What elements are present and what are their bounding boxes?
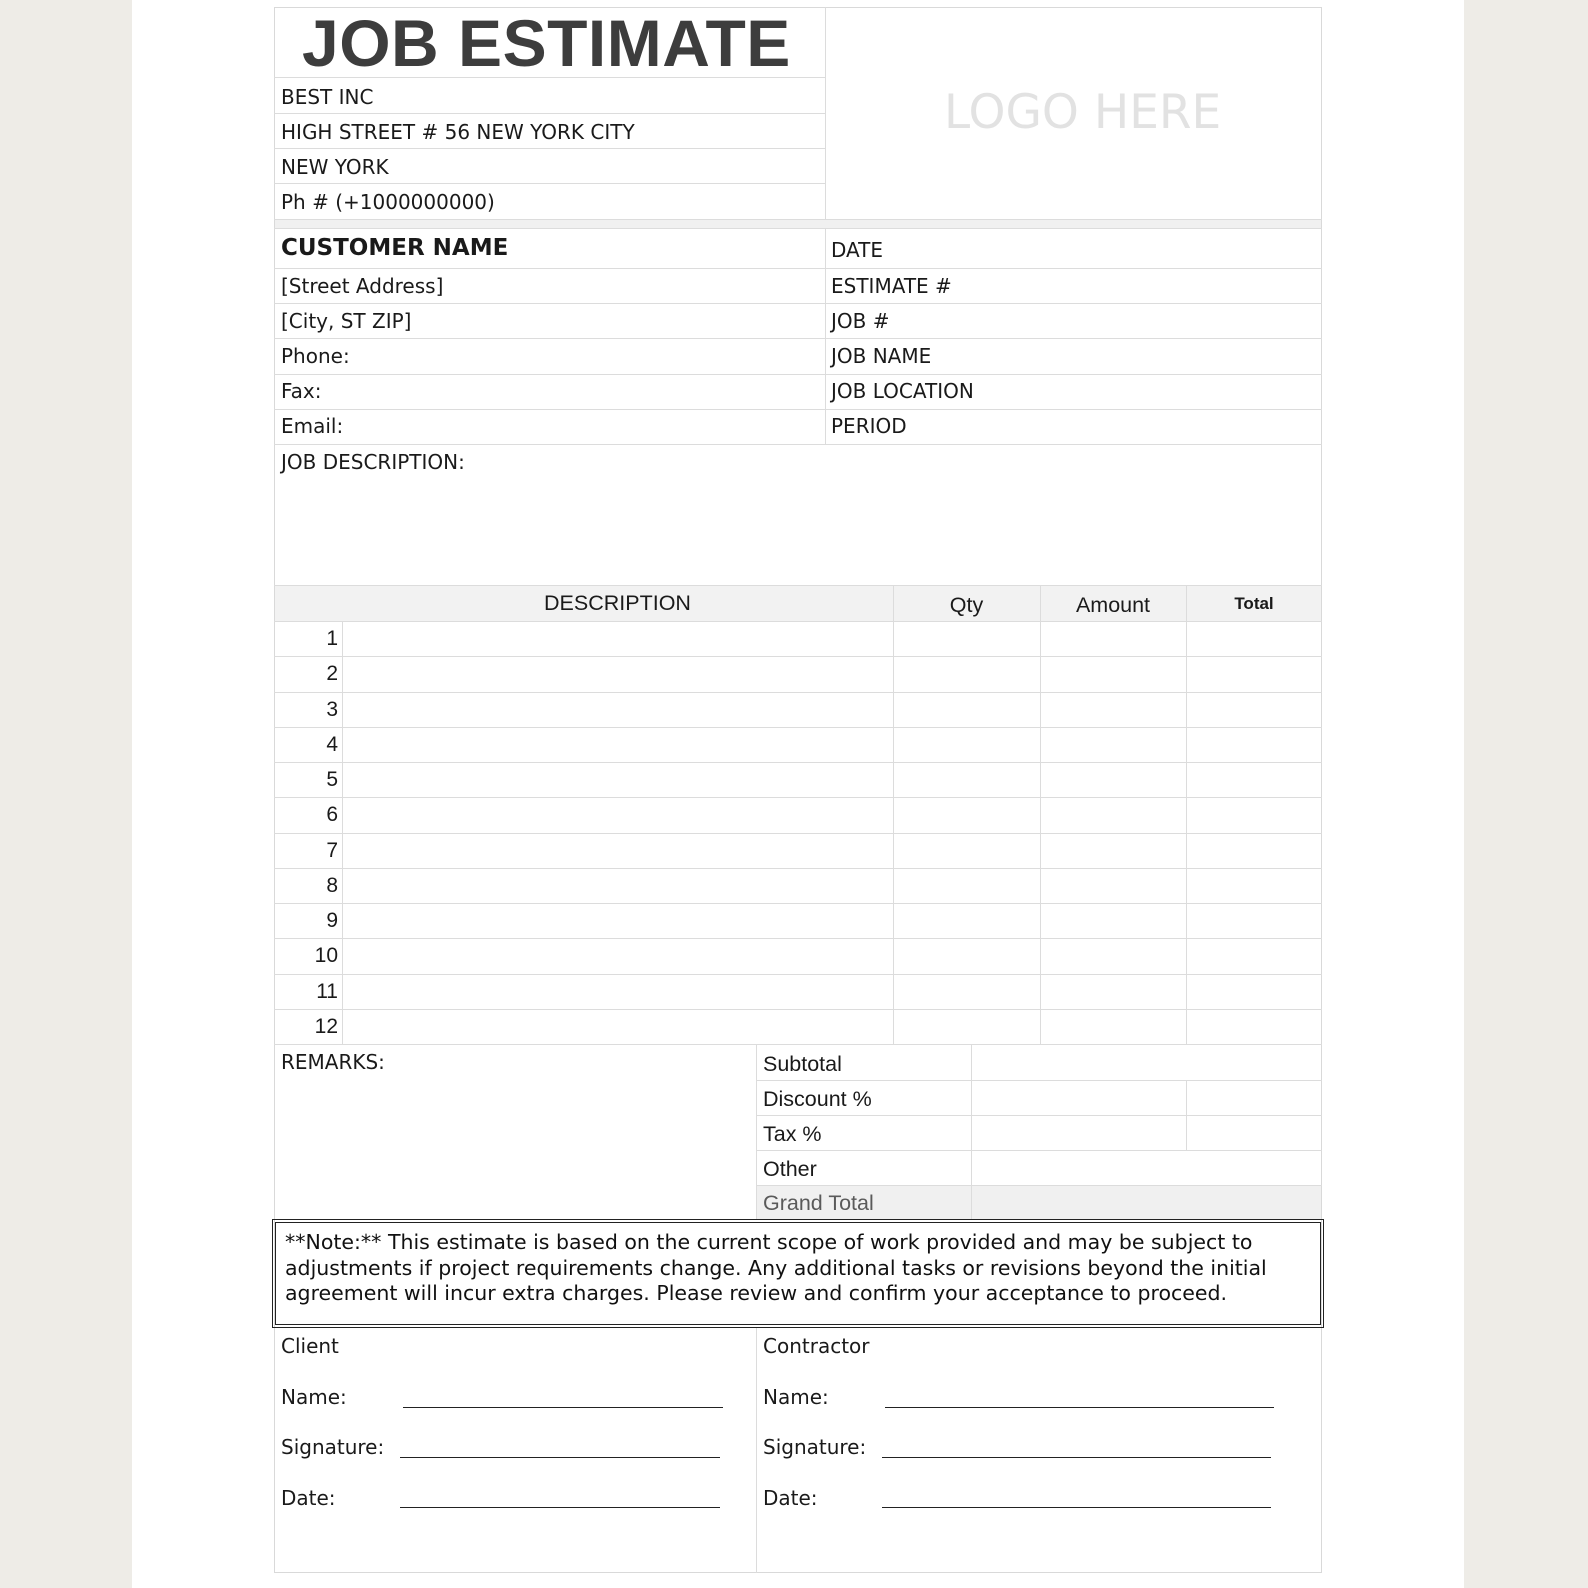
row-number: 5	[326, 768, 338, 791]
row-number: 1	[326, 627, 338, 650]
grid-line	[274, 374, 1322, 375]
contractor-date-label: Date:	[763, 1486, 818, 1510]
remarks-divider	[756, 1044, 757, 1220]
grid-line	[274, 409, 1322, 410]
subtotal-label: Subtotal	[763, 1052, 842, 1076]
grid-line	[274, 113, 825, 114]
company-name: BEST INC	[281, 85, 374, 109]
table-row	[274, 1009, 1322, 1044]
row-number: 9	[326, 909, 338, 932]
grid-line	[274, 444, 1322, 445]
company-city: NEW YORK	[281, 155, 389, 179]
grid-line	[274, 692, 1322, 693]
grid-line	[274, 585, 1322, 586]
company-street: HIGH STREET # 56 NEW YORK CITY	[281, 120, 635, 144]
contractor-name-label: Name:	[763, 1385, 829, 1409]
row-number: 7	[326, 838, 338, 862]
grid-line	[274, 727, 1322, 728]
grid-line	[274, 183, 825, 184]
grid-line	[274, 974, 1322, 975]
client-date-label: Date:	[281, 1486, 336, 1510]
table-row	[274, 692, 1322, 727]
grid-line	[274, 1009, 1322, 1010]
grid-line	[274, 303, 1322, 304]
job-description-label: JOB DESCRIPTION:	[281, 450, 465, 474]
client-date-line[interactable]	[400, 1507, 720, 1508]
table-row	[274, 938, 1322, 973]
customer-email-label: Email:	[281, 414, 344, 438]
table-row	[274, 868, 1322, 903]
grid-line	[274, 868, 1322, 869]
table-row	[274, 762, 1322, 797]
period-label: PERIOD	[831, 414, 907, 438]
grand-total-label: Grand Total	[763, 1191, 874, 1215]
contractor-signature-label: Signature:	[763, 1435, 867, 1459]
grid-line	[756, 1115, 1322, 1116]
grid-line	[274, 219, 1322, 220]
logo-placeholder: LOGO HERE	[944, 85, 1222, 140]
discount-label: Discount %	[763, 1087, 872, 1111]
estimate-number-label: ESTIMATE #	[831, 274, 952, 298]
grid-line	[274, 656, 1322, 657]
row-number: 11	[316, 979, 338, 1003]
col-header-description: DESCRIPTION	[544, 591, 691, 615]
customer-street: [Street Address]	[281, 274, 444, 298]
grid-line	[274, 762, 1322, 763]
summary-divider	[971, 1044, 972, 1220]
header-divider	[825, 7, 826, 219]
client-signature-line[interactable]	[400, 1457, 720, 1458]
table-row	[274, 656, 1322, 691]
grid-line	[274, 903, 1322, 904]
contractor-heading: Contractor	[763, 1334, 870, 1358]
table-row	[274, 797, 1322, 832]
contractor-name-line[interactable]	[885, 1407, 1274, 1408]
row-number: 8	[326, 873, 338, 897]
grid-line	[274, 1044, 1322, 1045]
grid-line	[274, 833, 1322, 834]
table-row	[274, 833, 1322, 868]
grid-line	[274, 268, 1322, 269]
other-label: Other	[763, 1157, 817, 1181]
signature-divider	[756, 1328, 757, 1573]
job-number-label: JOB #	[831, 309, 890, 333]
info-divider	[825, 228, 826, 445]
client-name-label: Name:	[281, 1385, 347, 1409]
contractor-date-line[interactable]	[882, 1507, 1271, 1508]
customer-fax-label: Fax:	[281, 379, 322, 403]
table-row	[274, 727, 1322, 762]
customer-name-label: CUSTOMER NAME	[281, 235, 509, 261]
customer-city: [City, ST ZIP]	[281, 309, 412, 333]
job-name-label: JOB NAME	[831, 344, 932, 368]
row-number: 3	[326, 697, 338, 721]
client-heading: Client	[281, 1334, 339, 1358]
table-row	[274, 621, 1322, 656]
grid-line	[274, 148, 825, 149]
terms-note: **Note:** This estimate is based on the current scope of work provided and may be subject to adjustments if project requirements change. Any additional tasks or revisions beyond the initial agreement will incur extra charges. Please review and confirm your acceptance to proceed.	[272, 1219, 1324, 1328]
customer-phone-label: Phone:	[281, 344, 350, 368]
job-location-label: JOB LOCATION	[831, 379, 974, 403]
date-label: DATE	[831, 238, 884, 262]
company-phone: Ph # (+1000000000)	[281, 190, 495, 214]
grid-line	[756, 1080, 1322, 1081]
row-number: 10	[314, 944, 338, 968]
remarks-label: REMARKS:	[281, 1050, 385, 1074]
page-title: JOB ESTIMATE	[302, 6, 791, 80]
grid-line	[274, 797, 1322, 798]
client-name-line[interactable]	[403, 1407, 723, 1408]
grid-line	[274, 228, 1322, 229]
col-header-amount: Amount	[1075, 593, 1151, 617]
row-number: 4	[326, 732, 338, 756]
grid-line	[756, 1150, 1322, 1151]
contractor-signature-line[interactable]	[882, 1457, 1271, 1458]
table-row	[274, 903, 1322, 938]
col-header-qty: Qty	[949, 593, 984, 617]
row-number: 12	[314, 1014, 338, 1038]
row-number: 2	[326, 662, 338, 686]
client-signature-label: Signature:	[281, 1435, 385, 1459]
grid-line	[274, 338, 1322, 339]
row-number: 6	[326, 803, 338, 827]
grid-line	[756, 1185, 1322, 1186]
table-row	[274, 974, 1322, 1009]
tax-label: Tax %	[763, 1122, 822, 1146]
grid-line	[274, 938, 1322, 939]
col-header-total: Total	[1234, 594, 1274, 613]
